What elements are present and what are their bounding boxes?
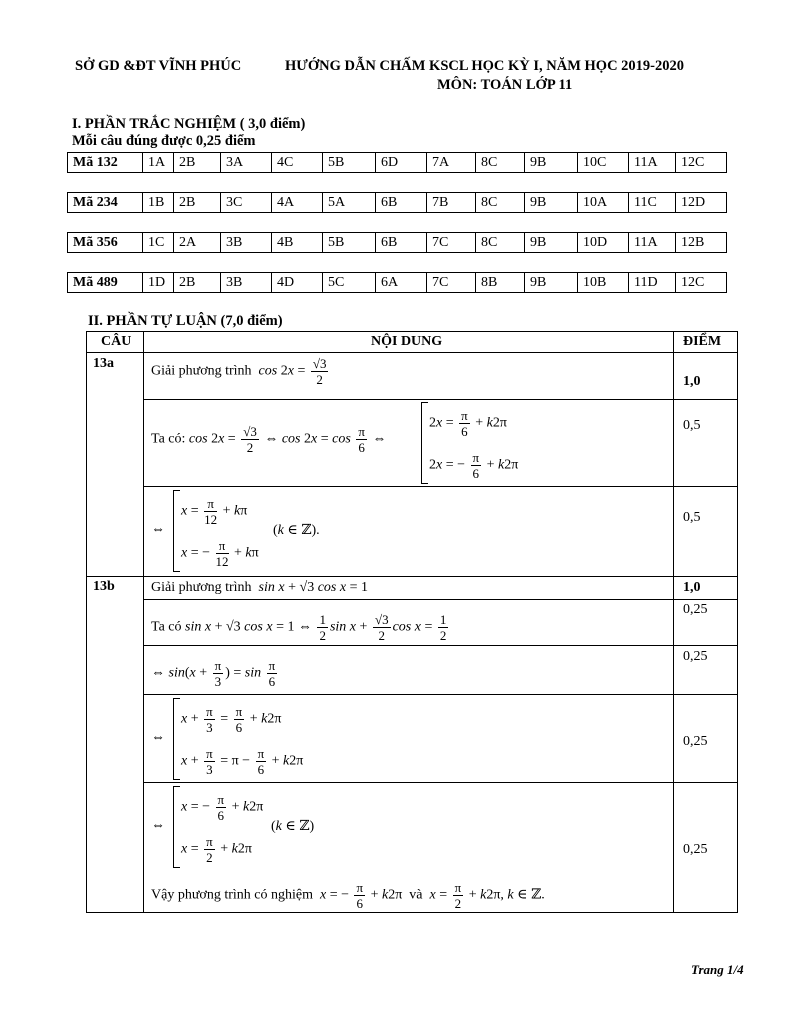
answer-cell: 8C bbox=[476, 233, 525, 253]
answer-cell: 11A bbox=[629, 233, 676, 253]
answer-cell: 12B bbox=[676, 233, 727, 253]
q13b-system2 bbox=[173, 786, 174, 868]
answer-cell: 9B bbox=[525, 273, 578, 293]
answer-code: Mã 356 bbox=[68, 233, 143, 253]
answer-row bbox=[68, 193, 727, 213]
part2-title: II. PHẦN TỰ LUẬN (7,0 điểm) bbox=[88, 313, 283, 329]
essay-table: CÂU NỘI DUNG ĐIỂM 13a Giải phương trình cos 2x = $\frac{√3}{2}$ 1,0 Ta có: cos 2x = $\frac{√3}{2}$ ⇔ cos 2x = cos $\frac{\pi}{6}$ ⇔ 2x = $\frac{\pi}{6}$ + k2π 2x = − $\frac{\pi}{6}$ + k2π 0,5 ⇔ x = $\frac{\pi}{12}$ + kπ x = − $\frac{\pi}{12}$ + kπ (k ∈ ℤ). 0,5 13b Giải phương trình sin x + √3 cos x = 1 1,0 Ta có sin x + √3 cos x = 1 ⇔ $\frac{1}{2}$ sin x + $\frac{√3}{2}$ cos x = $\frac{1}{2}$ 0,25 ⇔ sin(x + $\frac{\pi}{3}$ ) = sin $\frac{\pi}{6}$ 0,25 ⇔ x + $\frac{\pi}{3}$ = $\frac{\pi}{6}$ + k2π x + $\frac{\pi}{3}$ = π − $\frac{\pi}{6}$ + k2π 0,25 ⇔ x = − $\frac{\pi}{6}$ + k2π x = $\frac{\pi}{2}$ + k2π (k ∈ ℤ) 0,25 Vậy phương trình có nghiệm x = − $\frac{\pi}{6}$ + k2π và x = $\frac{\pi}{2}$ + k2π, k ∈ ℤ. bbox=[86, 331, 738, 913]
answer-cell: 1A bbox=[143, 153, 174, 173]
answer-cell: 1C bbox=[143, 233, 174, 253]
page-number: Trang 1/4 bbox=[691, 962, 744, 977]
answer-cell: 7C bbox=[427, 273, 476, 293]
col-score-header: ĐIỂM bbox=[683, 334, 722, 349]
answer-row bbox=[68, 233, 727, 253]
answer-code: Mã 234 bbox=[68, 193, 143, 213]
answer-cell: 6B bbox=[376, 233, 427, 253]
answer-cell: 4A bbox=[272, 193, 323, 213]
answer-cell: 5C bbox=[323, 273, 376, 293]
q13a-system2 bbox=[173, 490, 174, 572]
answer-cell: 8C bbox=[476, 153, 525, 173]
answer-cell: 4B bbox=[272, 233, 323, 253]
answer-cell: 3A bbox=[221, 153, 272, 173]
answer-cell: 12C bbox=[676, 153, 727, 173]
q13b-prompt: Giải phương trình sin x + √3 cos x = 1 bbox=[151, 580, 368, 595]
answer-cell: 4D bbox=[272, 273, 323, 293]
answer-cell: 9B bbox=[525, 193, 578, 213]
answer-code: Mã 132 bbox=[68, 153, 143, 173]
answer-row bbox=[68, 153, 727, 173]
q13b-step2-score: 0,25 bbox=[683, 649, 708, 664]
answer-cell: 8C bbox=[476, 193, 525, 213]
answer-cell: 5B bbox=[323, 233, 376, 253]
answer-table-356 bbox=[67, 232, 727, 253]
answer-cell: 10D bbox=[578, 233, 629, 253]
answer-cell: 9B bbox=[525, 233, 578, 253]
answer-row bbox=[68, 273, 727, 293]
answer-cell: 10C bbox=[578, 153, 629, 173]
answer-cell: 2B bbox=[174, 193, 221, 213]
answer-table-489 bbox=[67, 272, 727, 293]
q13b-system1 bbox=[173, 698, 174, 780]
answer-cell: 6A bbox=[376, 273, 427, 293]
answer-cell: 7A bbox=[427, 153, 476, 173]
answer-cell: 9B bbox=[525, 153, 578, 173]
q13b-step1-score: 0,25 bbox=[683, 602, 708, 617]
answer-table-234 bbox=[67, 192, 727, 213]
answer-cell: 12D bbox=[676, 193, 727, 213]
q13a-system1 bbox=[421, 402, 422, 484]
answer-cell: 11C bbox=[629, 193, 676, 213]
answer-cell: 3C bbox=[221, 193, 272, 213]
answer-cell: 2B bbox=[174, 273, 221, 293]
answer-cell: 7C bbox=[427, 233, 476, 253]
answer-cell: 1D bbox=[143, 273, 174, 293]
q13a-score: 1,0 bbox=[683, 374, 701, 389]
q13b-step3-score: 0,25 bbox=[683, 734, 708, 749]
col-question-header: CÂU bbox=[101, 334, 132, 349]
answer-cell: 10A bbox=[578, 193, 629, 213]
answer-cell: 10B bbox=[578, 273, 629, 293]
answer-cell: 11D bbox=[629, 273, 676, 293]
answer-cell: 5B bbox=[323, 153, 376, 173]
q13a-step2-score: 0,5 bbox=[683, 510, 701, 525]
question-13a-label: 13a bbox=[93, 356, 114, 371]
answer-cell: 11A bbox=[629, 153, 676, 173]
q13b-score: 1,0 bbox=[683, 580, 701, 595]
q13b-conclusion: Vậy phương trình có nghiệm x = − $\frac{\pi}{6}$ + k2π và x = $\frac{\pi}{2}$ + k2π, k ∈ ℤ. bbox=[151, 880, 545, 911]
part1-title: I. PHẦN TRẮC NGHIỆM ( 3,0 điểm) bbox=[72, 116, 306, 132]
q13a-prompt: Giải phương trình cos 2x = $\frac{√3}{2}$ bbox=[151, 356, 327, 387]
org-name: SỞ GD &ĐT VĨNH PHÚC bbox=[75, 58, 242, 74]
answer-cell: 3B bbox=[221, 273, 272, 293]
answer-cell: 5A bbox=[323, 193, 376, 213]
part1-note: Mỗi câu đúng được 0,25 điểm bbox=[72, 133, 256, 149]
answer-cell: 6B bbox=[376, 193, 427, 213]
col-content-header: NỘI DUNG bbox=[371, 334, 443, 349]
q13a-step1-score: 0,5 bbox=[683, 418, 701, 433]
answer-cell: 6D bbox=[376, 153, 427, 173]
answer-cell: 12C bbox=[676, 273, 727, 293]
q13b-step2: ⇔ sin(x + $\frac{\pi}{3}$ ) = sin $\frac{\pi}{6}$ bbox=[151, 658, 276, 689]
answer-cell: 7B bbox=[427, 193, 476, 213]
doc-title: HƯỚNG DẪN CHẤM KSCL HỌC KỲ I, NĂM HỌC 2019-2020 bbox=[285, 58, 685, 74]
q13b-step1: Ta có sin x + √3 cos x = 1 ⇔ $\frac{1}{2}$ sin x + $\frac{√3}{2}$ cos x = $\frac{1}{2}$ bbox=[151, 612, 447, 643]
answer-cell: 2A bbox=[174, 233, 221, 253]
q13a-step1: Ta có: cos 2x = $\frac{√3}{2}$ ⇔ cos 2x = cos $\frac{\pi}{6}$ ⇔ bbox=[151, 424, 387, 455]
answer-code: Mã 489 bbox=[68, 273, 143, 293]
answer-cell: 8B bbox=[476, 273, 525, 293]
answer-cell: 1B bbox=[143, 193, 174, 213]
answer-cell: 3B bbox=[221, 233, 272, 253]
q13b-step4-score: 0,25 bbox=[683, 842, 708, 857]
answer-cell: 2B bbox=[174, 153, 221, 173]
answer-cell: 4C bbox=[272, 153, 323, 173]
doc-subject: MÔN: TOÁN LỚP 11 bbox=[437, 77, 573, 93]
question-13b-label: 13b bbox=[93, 579, 115, 594]
answer-table-132 bbox=[67, 152, 727, 173]
